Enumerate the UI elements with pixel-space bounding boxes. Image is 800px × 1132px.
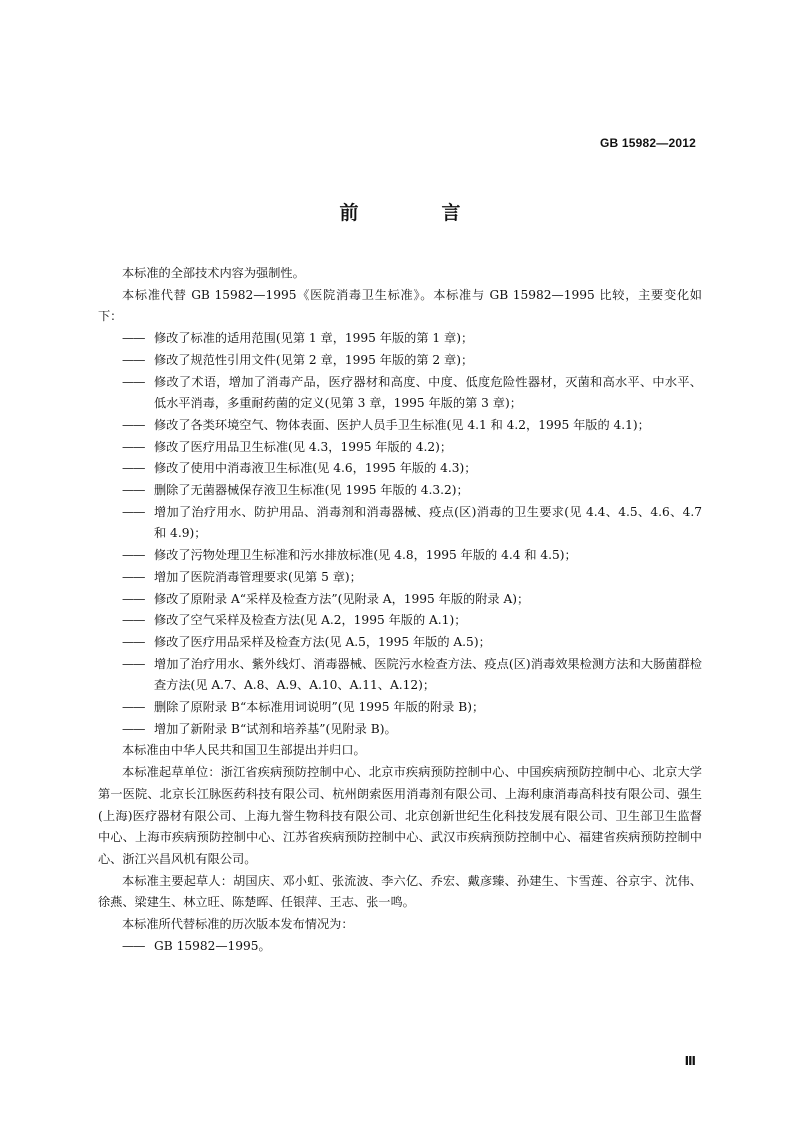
list-item	[98, 415, 702, 437]
list-item	[98, 589, 702, 611]
list-item-text: 修改了各类环境空气、物体表面、医护人员手卫生标准(见 4.1 和 4.2，1995 年版的 4.1)；	[154, 417, 650, 432]
list-item-text: 增加了治疗用水、紫外线灯、消毒器械、医院污水检查方法、疫点(区)消毒效果检测方法和大肠菌群检查方法(见 A.7、A.8、A.9、A.10、A.11、A.12)；	[154, 656, 702, 693]
list-item-text: 修改了术语，增加了消毒产品，医疗器材和高度、中度、低度危险性器材，灭菌和高水平、中水平、低水平消毒，多重耐药菌的定义(见第 3 章，1995 年版的第 3 章)；	[154, 374, 702, 411]
list-item-text: 修改了空气采样及检查方法(见 A.2，1995 年版的 A.1)；	[154, 613, 467, 628]
list-item	[98, 632, 702, 654]
document-body	[98, 263, 702, 958]
paragraph-proposer: 本标准由中华人民共和国卫生部提出并归口。	[122, 743, 366, 758]
list-item	[98, 697, 702, 719]
dash-marker: ——	[122, 461, 145, 476]
list-item	[98, 480, 702, 502]
list-item-text: GB 15982—1995。	[154, 938, 271, 953]
list-item-text: 修改了标准的适用范围(见第 1 章，1995 年版的第 1 章)；	[154, 331, 474, 346]
dash-marker: ——	[122, 634, 145, 649]
paragraph-drafting-units: 本标准起草单位：浙江省疾病预防控制中心、北京市疾病预防控制中心、中国疾病预防控制中心、北京大学第一医院、北京长江脉医药科技有限公司、杭州朗索医用消毒剂有限公司、上海利康消毒高科技有限公司、强生(上海)医疗器材有限公司、上海九誉生物科技有限公司、北京创新世纪生化科技发展有限公司、卫生部卫生监督中心、上海市疾病预防控制中心、江苏省疾病预防控制中心、武汉市疾病预防控制中心、福建省疾病预防控制中心、浙江兴昌风机有限公司。	[98, 765, 702, 866]
paragraph-history-intro: 本标准所代替标准的历次版本发布情况为：	[122, 917, 354, 932]
page-number: Ⅲ	[684, 1054, 696, 1068]
dash-marker: ——	[122, 700, 145, 715]
list-item	[98, 437, 702, 459]
list-item-text: 修改了医疗用品卫生标准(见 4.3，1995 年版的 4.2)；	[154, 439, 453, 454]
dash-marker: ——	[122, 331, 145, 346]
list-item	[98, 567, 702, 589]
list-item	[98, 458, 702, 480]
dash-marker: ——	[122, 483, 145, 498]
page-title: 前 言	[339, 202, 493, 224]
list-item-text: 修改了原附录 A“采样及检查方法”(见附录 A，1995 年版的附录 A)；	[154, 591, 530, 606]
dash-marker: ——	[122, 417, 145, 432]
dash-marker: ——	[122, 374, 145, 389]
change-list	[98, 328, 702, 740]
dash-marker: ——	[122, 439, 145, 454]
dash-marker: ——	[122, 613, 145, 628]
list-item-text: 修改了使用中消毒液卫生标准(见 4.6，1995 年版的 4.3)；	[154, 461, 477, 476]
list-item-text: 增加了医院消毒管理要求(见第 5 章)；	[154, 569, 362, 584]
list-item	[98, 350, 702, 372]
list-item-text: 增加了新附录 B“试剂和培养基”(见附录 B)。	[154, 721, 397, 736]
dash-marker: ——	[122, 591, 145, 606]
list-item-text: 删除了无菌器械保存液卫生标准(见 1995 年版的 4.3.2)；	[154, 483, 469, 498]
dash-marker: ——	[122, 721, 145, 736]
paragraph-drafters: 本标准主要起草人：胡国庆、邓小虹、张流波、李六亿、乔宏、戴彦臻、孙建生、卞雪莲、谷京宇、沈伟、徐燕、梁建生、林立旺、陈楚晖、任银萍、王志、张一鸣。	[98, 873, 702, 910]
list-item	[98, 936, 702, 958]
list-item	[98, 654, 702, 697]
paragraph-replaces: 本标准代替 GB 15982—1995《医院消毒卫生标准》。本标准与 GB 15982—1995 比较，主要变化如下：	[98, 287, 702, 324]
list-item	[98, 502, 702, 545]
list-item	[98, 545, 702, 567]
list-item-text: 增加了治疗用水、防护用品、消毒剂和消毒器械、疫点(区)消毒的卫生要求(见 4.4、4.5、4.6、4.7 和 4.9)；	[154, 504, 702, 541]
dash-marker: ——	[122, 569, 145, 584]
dash-marker: ——	[122, 938, 145, 953]
dash-marker: ——	[122, 352, 145, 367]
list-item	[98, 719, 702, 741]
list-item-text: 删除了原附录 B“本标准用词说明”(见 1995 年版的附录 B)；	[154, 700, 485, 715]
list-item-text: 修改了规范性引用文件(见第 2 章，1995 年版的第 2 章)；	[154, 352, 474, 367]
list-item-text: 修改了医疗用品采样及检查方法(见 A.5，1995 年版的 A.5)；	[154, 634, 491, 649]
dash-marker: ——	[122, 548, 145, 563]
standard-number: GB 15982—2012	[600, 136, 696, 150]
paragraph-mandatory: 本标准的全部技术内容为强制性。	[122, 266, 305, 280]
dash-marker: ——	[122, 656, 145, 671]
list-item	[98, 372, 702, 415]
list-item-text: 修改了污物处理卫生标准和污水排放标准(见 4.8，1995 年版的 4.4 和 4.5)；	[154, 548, 577, 563]
history-list	[98, 936, 702, 958]
list-item	[98, 610, 702, 632]
dash-marker: ——	[122, 504, 145, 519]
list-item	[98, 328, 702, 350]
